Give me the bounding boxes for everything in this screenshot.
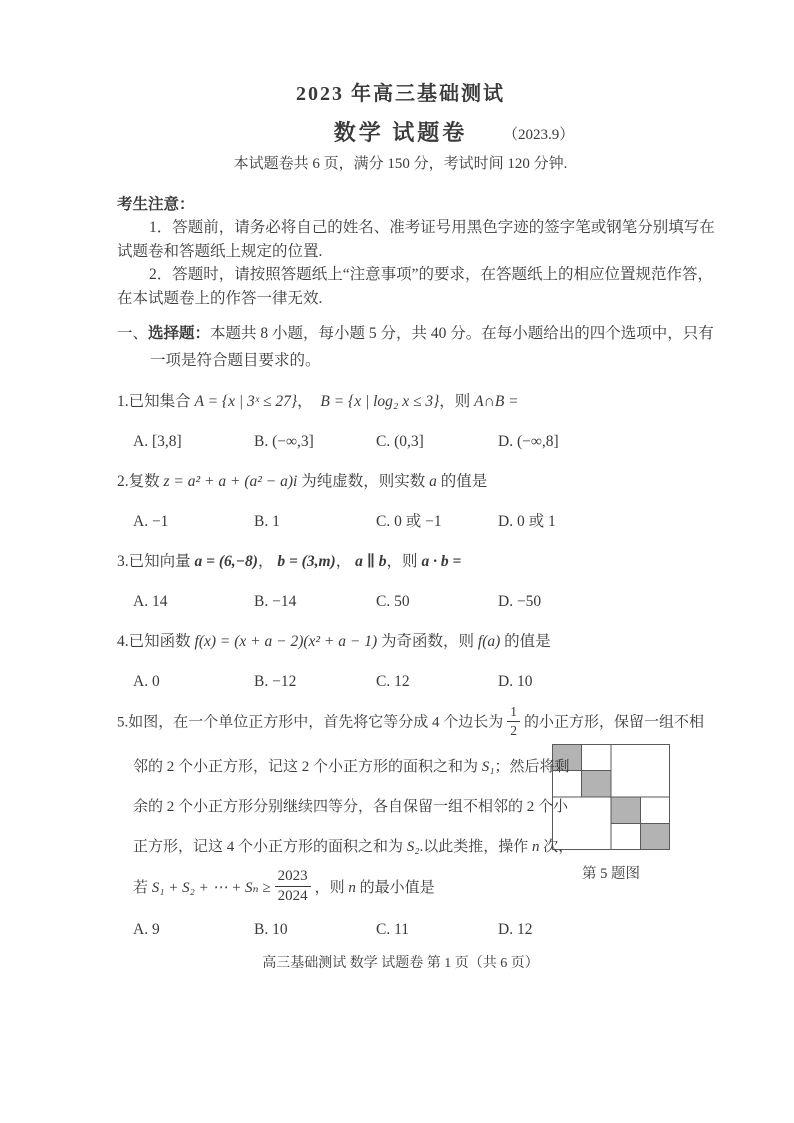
question-1 xyxy=(117,388,684,454)
notice-line-2: 试题卷和答题纸上规定的位置. xyxy=(117,242,323,260)
option-c: C. (0,3] xyxy=(376,433,424,450)
notice-line-1: 1．答题前，请务必将自己的姓名、准考证号用黑色字迹的签字笔或钢笔分别填写在 xyxy=(149,219,715,236)
stem-text: ；然后将剩 xyxy=(494,759,570,776)
stem-math: S₁ + S₂ + ⋯ + Sₙ ≥ xyxy=(151,880,271,897)
option-a: A. 0 xyxy=(133,673,160,690)
option-b: B. 1 xyxy=(254,513,280,530)
exam-meta-line: 本试题卷共 6 页，满分 150 分，考试时间 120 分钟. xyxy=(233,156,568,172)
stem-math: a xyxy=(429,473,437,490)
option-c: C. 12 xyxy=(376,673,410,690)
stem-text: 若 xyxy=(133,880,152,897)
stem-text: 的小正方形，保留一组不相 xyxy=(524,714,705,731)
stem-math: b = (3,m) xyxy=(277,553,336,570)
stem-text: 5.如图，在一个单位正方形中，首先将它等分成 4 个边长为 xyxy=(117,714,504,731)
stem-text: 正方形，记这 4 个小正方形的面积之和为 xyxy=(133,839,407,856)
notice-line-4: 在本试题卷上的作答一律无效. xyxy=(117,289,323,307)
option-a: A. [3,8] xyxy=(133,433,182,450)
section-number: 一、 xyxy=(117,325,149,342)
stem-text: 3.已知向量 xyxy=(117,553,195,570)
stem-text: 的值是 xyxy=(500,633,551,650)
question-4-options xyxy=(117,670,684,694)
question-1-options xyxy=(117,430,684,454)
option-d: D. −50 xyxy=(498,593,542,610)
stem-text: ，则 xyxy=(314,880,349,897)
stem-math: z = a² + a + (a² − a)i xyxy=(163,473,298,490)
question-3 xyxy=(117,548,684,614)
stem-text: 为奇函数，则 xyxy=(377,633,478,650)
stem-math: S₂ xyxy=(406,839,420,856)
option-d: D. (−∞,8] xyxy=(498,433,559,450)
option-a: A. −1 xyxy=(133,513,169,530)
stem-text: 次， xyxy=(539,839,574,856)
option-d: D. 0 或 1 xyxy=(498,513,556,530)
stem-math: a ∥ b xyxy=(355,553,387,570)
option-d: D. 12 xyxy=(498,921,533,939)
fraction-numerator: 1 xyxy=(507,704,520,722)
question-1-stem xyxy=(117,388,684,416)
question-5 xyxy=(117,704,705,942)
question-2-stem xyxy=(117,468,684,496)
stem-text: 邻的 2 个小正方形，记这 2 个小正方形的面积之和为 xyxy=(133,759,482,776)
fraction-numerator: 2023 xyxy=(275,868,311,887)
stem-text: ，则 xyxy=(439,393,475,410)
option-c: C. 11 xyxy=(376,921,410,939)
fraction-denominator: 2 xyxy=(510,722,518,738)
option-c: C. 50 xyxy=(376,593,410,610)
option-b: B. 10 xyxy=(254,921,288,939)
stem-text: 为纯虚数，则实数 xyxy=(297,473,430,490)
stem-math: A = {x | 3ˣ ≤ 27} xyxy=(194,393,298,410)
question-5-options xyxy=(117,918,684,942)
stem-math: S₁ xyxy=(481,759,495,776)
stem-text: 1.已知集合 xyxy=(117,393,195,410)
option-a: A. 14 xyxy=(133,593,168,610)
question-4 xyxy=(117,628,684,694)
question-3-options xyxy=(117,590,684,614)
stem-math: f(x) = (x + a − 2)(x² + a − 1) xyxy=(194,633,378,650)
figure-caption: 第 5 题图 xyxy=(582,866,640,883)
stem-text: 2.复数 xyxy=(117,473,164,490)
question-5-line-1 xyxy=(117,704,705,740)
option-d: D. 10 xyxy=(498,673,533,690)
fraction-2023-2024 xyxy=(275,868,311,906)
stem-text: ， xyxy=(335,553,356,570)
stem-math: f(a) xyxy=(477,633,501,650)
stem-math: B = {x | log₂ x ≤ 3} xyxy=(320,393,440,410)
option-b: B. (−∞,3] xyxy=(254,433,314,450)
question-4-stem xyxy=(117,628,684,656)
subtitle-row xyxy=(117,116,684,148)
section-name: 选择题： xyxy=(148,325,211,342)
stem-text: 余的 2 个小正方形分别继续四等分，各自保留一组不相邻的 2 个小 xyxy=(133,799,569,816)
option-a: A. 9 xyxy=(133,921,160,939)
fraction-denominator: 2024 xyxy=(277,888,308,905)
fraction-one-half xyxy=(507,704,520,738)
page-title: 2023 年高三基础测试 xyxy=(296,83,505,105)
section-heading xyxy=(117,320,714,374)
question-3-stem xyxy=(117,548,684,576)
stem-math: n xyxy=(532,839,540,856)
stem-math: a = (6,−8) xyxy=(194,553,258,570)
exam-date-note: （2023.9） xyxy=(503,127,575,143)
stem-text: ， xyxy=(257,553,278,570)
stem-text: ，则 xyxy=(386,553,422,570)
notice-heading: 考生注意： xyxy=(117,196,195,213)
section-heading-line-1 xyxy=(117,320,714,347)
stem-math: n xyxy=(348,880,356,897)
stem-text: 4.已知函数 xyxy=(117,633,195,650)
option-c: C. 0 或 −1 xyxy=(376,513,442,530)
section-description: 本题共 8 小题，每小题 5 分，共 40 分。在每小题给出的四个选项中，只有 xyxy=(210,325,714,342)
stem-text: .以此类推，操作 xyxy=(419,839,532,856)
option-b: B. −12 xyxy=(254,673,297,690)
exam-subject-title: 数学 试题卷 xyxy=(333,120,468,145)
question-2 xyxy=(117,468,684,534)
stem-text: 的最小值是 xyxy=(355,880,435,897)
option-b: B. −14 xyxy=(254,593,297,610)
question-2-options xyxy=(117,510,684,534)
section-heading-line-2: 一项是符合题目要求的。 xyxy=(150,352,321,369)
stem-math: A∩B = xyxy=(474,393,519,410)
stem-math: a · b = xyxy=(421,553,462,570)
stem-text: 的值是 xyxy=(436,473,488,490)
notice-line-3: 2．答题时，请按照答题纸上“注意事项”的要求，在答题纸上的相应位置规范作答， xyxy=(149,266,714,283)
page-footer: 高三基础测试 数学 试题卷 第 1 页（共 6 页） xyxy=(262,956,539,972)
stem-text: ， xyxy=(297,393,321,410)
